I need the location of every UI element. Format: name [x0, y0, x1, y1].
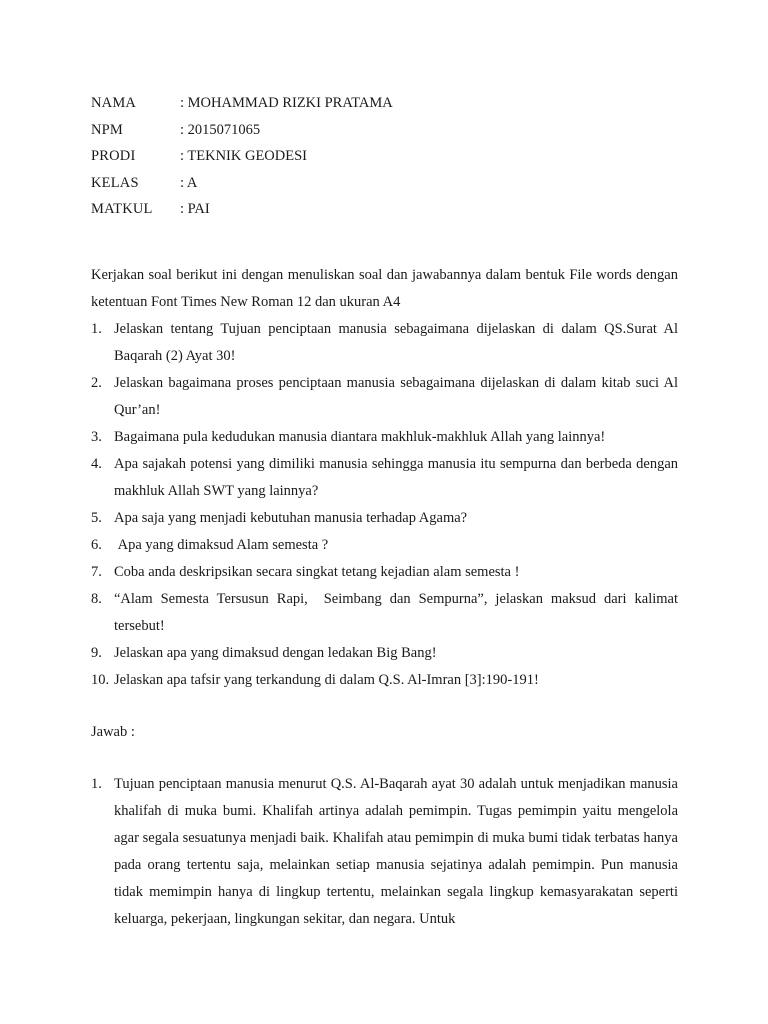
info-value: : TEKNIK GEODESI	[180, 148, 307, 164]
info-value: : A	[180, 174, 198, 191]
question-number: 7.	[91, 564, 102, 580]
question-item	[91, 640, 678, 667]
question-text: Jelaskan tentang Tujuan penciptaan manusia sebagaimana dijelaskan di dalam QS.Surat Al Baqarah (2) Ayat 30!	[114, 321, 678, 364]
info-label: KELAS	[91, 174, 139, 191]
question-text: Jelaskan apa yang dimaksud dengan ledakan Big Bang!	[114, 645, 437, 661]
question-text: Apa saja yang menjadi kebutuhan manusia terhadap Agama?	[114, 510, 468, 526]
question-text: Bagaimana pula kedudukan manusia diantara makhluk-makhluk Allah yang lainnya!	[114, 429, 606, 445]
question-item	[91, 586, 682, 640]
question-number: 6.	[91, 537, 102, 553]
question-item	[91, 451, 678, 505]
question-item	[91, 316, 678, 370]
info-row-npm	[91, 119, 393, 146]
instructions-paragraph: Kerjakan soal berikut ini dengan menuliskan soal dan jawabannya dalam bentuk File words dengan ketentuan Font Times New Roman 12 dan ukuran A4	[91, 267, 678, 310]
answer-heading: Jawab :	[91, 724, 135, 740]
info-value: : MOHAMMAD RIZKI PRATAMA	[180, 95, 393, 111]
info-row-nama	[91, 92, 393, 119]
info-value: : 2015071065	[180, 121, 261, 138]
student-info	[91, 92, 393, 225]
question-text: Apa sajakah potensi yang dimiliki manusia sehingga manusia itu sempurna dan berbeda dengan makhluk Allah SWT yang lainnya?	[114, 456, 678, 499]
question-number: 9.	[91, 645, 102, 661]
question-item	[91, 559, 678, 586]
question-item	[91, 505, 678, 532]
question-number: 3.	[91, 429, 102, 445]
answer-item	[91, 771, 678, 933]
info-value: : PAI	[180, 201, 210, 217]
answer-text: Tujuan penciptaan manusia menurut Q.S. Al-Baqarah ayat 30 adalah untuk menjadikan manusia khalifah di muka bumi. Khalifah artinya adalah pemimpin. Tugas pemimpin yaitu mengelola agar segala sesuatunya menjadi baik. Khalifah atau pemimpin di muka bumi tidak terbatas hanya pada orang tertentu saja, melainkan setiap manusia sejatinya adalah pemimpin. Pun manusia tidak memimpin hanya di lingkup tertentu, melainkan segala lingkup kemasyarakatan seperti keluarga, pekerjaan, lingkungan sekitar, dan negara. Untuk	[114, 776, 678, 927]
info-label: NAMA	[91, 95, 137, 111]
question-item	[91, 424, 678, 451]
question-text: “Alam Semesta Tersusun Rapi, Seimbang dan Sempurna”, jelaskan maksud dari kalimat tersebut!	[114, 591, 682, 634]
question-text: Jelaskan bagaimana proses penciptaan manusia sebagaimana dijelaskan di dalam kitab suci Al Qur’an!	[114, 375, 678, 418]
question-number: 4.	[91, 456, 102, 472]
info-row-kelas	[91, 172, 393, 199]
info-row-prodi	[91, 145, 393, 172]
question-number: 2.	[91, 375, 102, 391]
question-text: Apa yang dimaksud Alam semesta ?	[114, 537, 329, 553]
question-number: 1.	[91, 321, 102, 337]
question-list	[91, 316, 682, 694]
question-item	[91, 370, 678, 424]
info-row-matkul	[91, 198, 393, 225]
info-label: NPM	[91, 121, 124, 138]
question-number: 8.	[91, 591, 102, 607]
question-number: 10.	[91, 672, 110, 688]
answer-number: 1.	[91, 776, 102, 792]
question-number: 5.	[91, 510, 102, 526]
info-label: PRODI	[91, 148, 136, 164]
question-text: Coba anda deskripsikan secara singkat tetang kejadian alam semesta !	[114, 564, 520, 580]
question-item	[91, 532, 678, 559]
info-label: MATKUL	[91, 201, 153, 217]
question-text: Jelaskan apa tafsir yang terkandung di dalam Q.S. Al-Imran [3]:190-191!	[114, 672, 539, 688]
question-item	[91, 667, 678, 694]
answer-list	[91, 771, 678, 933]
